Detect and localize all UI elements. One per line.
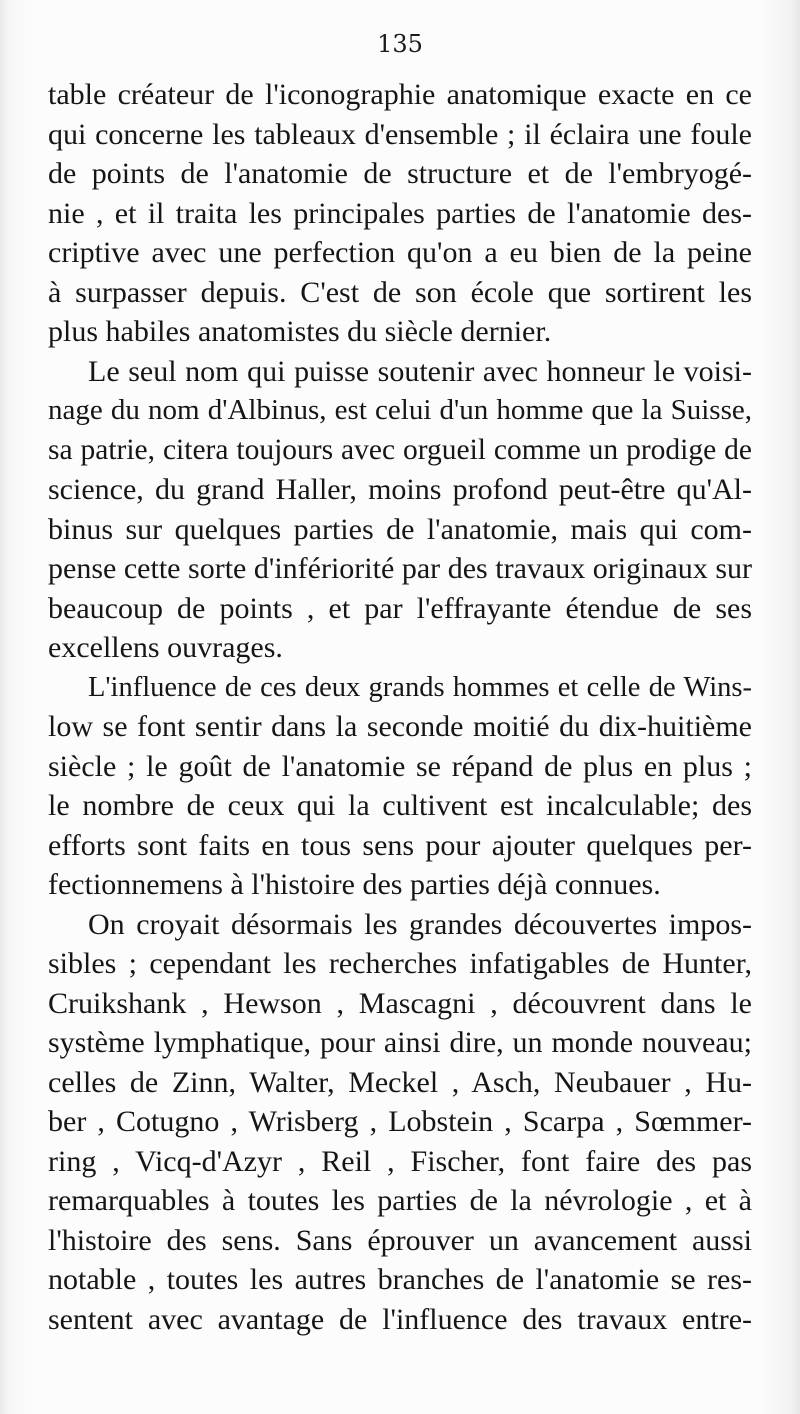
text-line: table créateur de l'iconographie anatomique exacte en ce: [48, 78, 752, 111]
text-line: le nombre de ceux qui la cultivent est incalculable; des: [48, 789, 752, 822]
text-line: Cruikshank , Hewson , Mascagni , découvrent dans le: [48, 986, 752, 1020]
text-line: nage du nom d'Albinus, est celui d'un homme que la Suisse,: [48, 394, 752, 426]
text-line: criptive avec une perfection qu'on a eu bien de la peine: [48, 236, 752, 269]
body-text: [48, 75, 752, 1339]
page-number: 135: [377, 30, 423, 58]
text-line: sentent avec avantage de l'influence des travaux entre-: [48, 1302, 752, 1336]
text-line: efforts sont faits en tous sens pour ajouter quelques per-: [48, 828, 752, 862]
text-line: beaucoup de points , et par l'effrayante étendue de ses: [48, 591, 752, 625]
text-line: On croyait désormais les grandes découvertes impos-: [88, 907, 752, 941]
text-line: binus sur quelques parties de l'anatomie, mais qui com-: [48, 512, 752, 546]
text-line: à surpasser depuis. C'est de son école que sortirent les: [48, 275, 752, 309]
text-line: sibles ; cependant les recherches infatigables de Hunter,: [48, 947, 752, 980]
text-line: qui concerne les tableaux d'ensemble ; il éclaira une foule: [48, 117, 752, 151]
text-line: pense cette sorte d'infériorité par des travaux originaux sur: [48, 552, 752, 585]
text-line: remarquables à toutes les parties de la névrologie , et à: [48, 1184, 752, 1217]
text-line: ring , Vicq-d'Azyr , Reil , Fischer, font faire des pas: [48, 1144, 752, 1178]
text-line: de points de l'anatomie de structure et de l'embryogé-: [48, 157, 752, 190]
text-line: fectionnemens à l'histoire des parties déjà connues.: [48, 868, 661, 901]
text-line: siècle ; le goût de l'anatomie se répand de plus en plus ;: [48, 749, 752, 783]
text-line: Le seul nom qui puisse soutenir avec honneur le voisi-: [88, 354, 752, 388]
text-line: excellens ouvrages.: [48, 631, 283, 664]
text-line: low se font sentir dans la seconde moitié du dix-huitième: [48, 710, 752, 743]
text-line: science, du grand Haller, moins profond peut-être qu'Al-: [48, 473, 752, 506]
text-line: l'histoire des sens. Sans éprouver un avancement aussi: [48, 1223, 752, 1257]
text-line: ber , Cotugno , Wrisberg , Lobstein , Scarpa , Sœmmer-: [48, 1105, 752, 1138]
text-line: nie , et il traita les principales parties de l'anatomie des-: [48, 196, 752, 230]
text-line: notable , toutes les autres branches de l'anatomie se res-: [48, 1263, 752, 1296]
text-line: celles de Zinn, Walter, Meckel , Asch, Neubauer , Hu-: [48, 1065, 752, 1099]
text-line: sa patrie, citera toujours avec orgueil comme un prodige de: [48, 433, 752, 466]
text-line: L'influence de ces deux grands hommes et celle de Wins-: [88, 671, 752, 703]
text-line: système lymphatique, pour ainsi dire, un monde nouveau;: [48, 1026, 752, 1059]
text-line: plus habiles anatomistes du siècle dernier.: [48, 315, 552, 348]
